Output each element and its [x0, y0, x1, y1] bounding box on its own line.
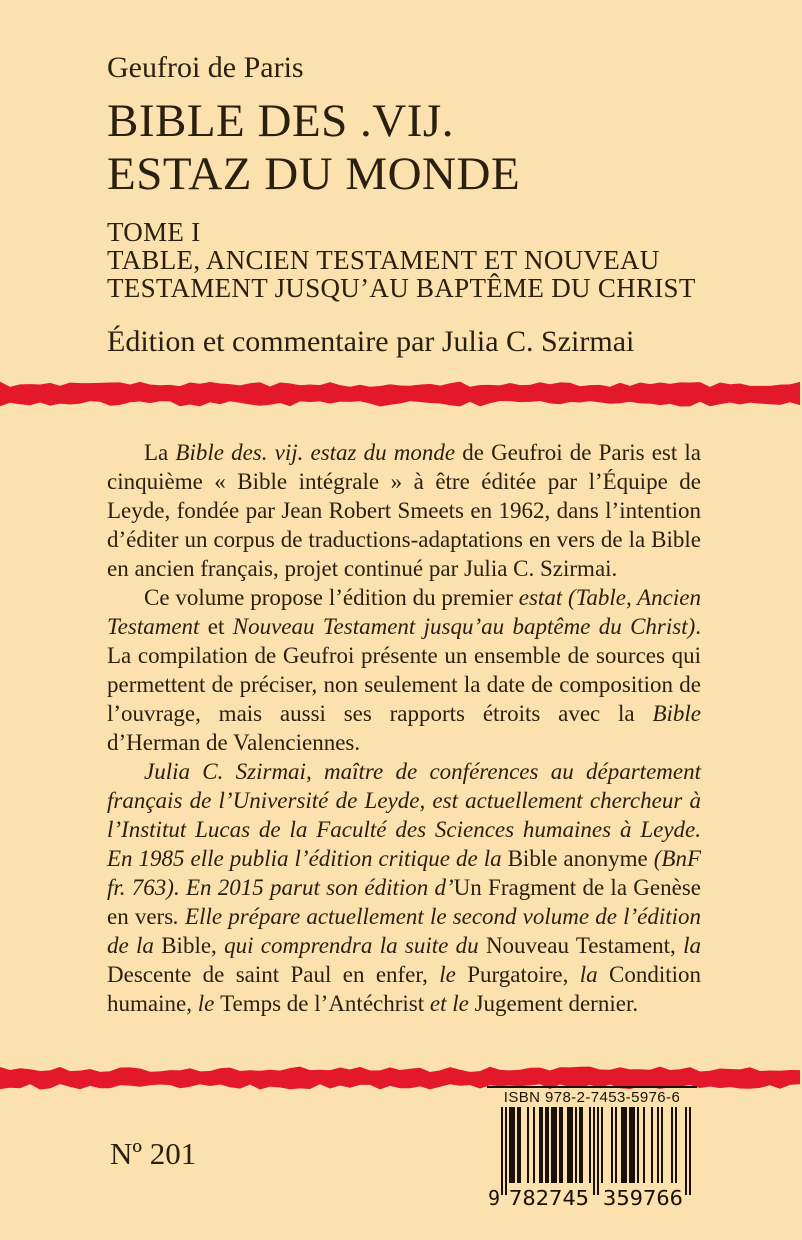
author-name: Geufroi de Paris [107, 51, 304, 84]
roman-text-segment: . La compilation de Geufroi présente un ensemble de sources qui permettent de préciser, non seulement la date de composition de l’ouvrage, mais aussi ses rapports étroits avec la [107, 614, 702, 726]
italic-text-segment: et le [424, 991, 475, 1016]
isbn-label: ISBN 978-2-7453-5976-6 [503, 1089, 681, 1106]
blurb-paragraph-1 [107, 438, 701, 583]
italic-text-segment: Nouveau Testament jusqu’au baptême du Christ) [232, 614, 696, 639]
back-cover-blurb [107, 438, 701, 1018]
subtitle-line-1: TABLE, ANCIEN TESTAMENT ET NOUVEAU [107, 245, 660, 275]
roman-text-segment: Jugement dernier. [474, 991, 639, 1016]
title-block [107, 50, 747, 359]
edition-credit: Édition et commentaire par Julia C. Szirmai [107, 325, 635, 358]
roman-text-segment: Temps de l’Antéchrist [220, 991, 425, 1016]
italic-text-segment: . Elle prépare actuellement le second volume de l’édition de la [107, 904, 702, 958]
torn-red-band-top [0, 379, 802, 409]
italic-text-segment: estat (Table, Ancien Testament [107, 585, 701, 639]
blurb-paragraph-2 [107, 583, 701, 757]
roman-text-segment: Descente de saint Paul en enfer, [107, 962, 428, 987]
svg-text:9: 9 [488, 1186, 501, 1207]
isbn-barcode-block [487, 1086, 697, 1207]
roman-text-segment: Un Fragment de la Genèse en vers [107, 875, 701, 929]
italic-text-segment: Julia C. Szirmai, maître de conférences au département français de l’Université de Leyde, est actuellement chercheur à l’Institut Lucas de la Faculté des Sciences humaines à Leyde. En 1985 elle publia l’édition critique de la [107, 759, 701, 871]
svg-text:782745: 782745 [509, 1186, 589, 1207]
roman-text-segment: Purgatoire, [467, 962, 569, 987]
italic-text-segment: (BnF fr. 763). En 2015 parut son édition d’ [107, 846, 701, 900]
roman-text-segment: Condition humaine, [107, 962, 701, 1016]
roman-text-segment: Ce volume propose l’édition du premier [144, 585, 519, 610]
collection-number: Nº 201 [110, 1136, 197, 1171]
roman-text-segment: d’Herman de Valenciennes. [107, 730, 361, 755]
roman-text-segment: Bible, [161, 933, 217, 958]
italic-text-segment: Bible des. vij. estaz du monde [175, 440, 456, 465]
volume-block [107, 218, 747, 302]
italic-text-segment: la [568, 962, 609, 987]
roman-text-segment: de Geufroi de Paris est la cinquième « Bible intégrale » à être éditée par l’Équipe de Leyde, fondée par Jean Robert Smeets en 1962, dans l’intention d’éditer un corpus de traductions-adaptations en vers de la Bible en ancien français, projet continué par Julia C. Szirmai. [107, 440, 701, 581]
title-line-1: BIBLE DES .VIJ. [107, 95, 454, 147]
author-bio-paragraph [107, 757, 701, 1018]
book-title [107, 95, 747, 201]
title-line-2: ESTAZ DU MONDE [107, 148, 521, 200]
italic-text-segment: le [191, 991, 221, 1016]
roman-text-segment: Bible anonyme [507, 846, 654, 871]
italic-text-segment: Bible [652, 701, 701, 726]
subtitle-line-2: TESTAMENT JUSQU’AU BAPTÊME DU CHRIST [107, 273, 696, 303]
svg-text:359766: 359766 [603, 1186, 683, 1207]
roman-text-segment: et [199, 614, 233, 639]
tome-label: TOME I [107, 217, 201, 247]
italic-text-segment: la [675, 933, 701, 958]
ean13-barcode [487, 1107, 697, 1207]
roman-text-segment: La [144, 440, 176, 465]
italic-text-segment: le [427, 962, 468, 987]
italic-text-segment: qui comprendra la suite du [216, 933, 486, 958]
roman-text-segment: Nouveau Testament, [485, 933, 676, 958]
